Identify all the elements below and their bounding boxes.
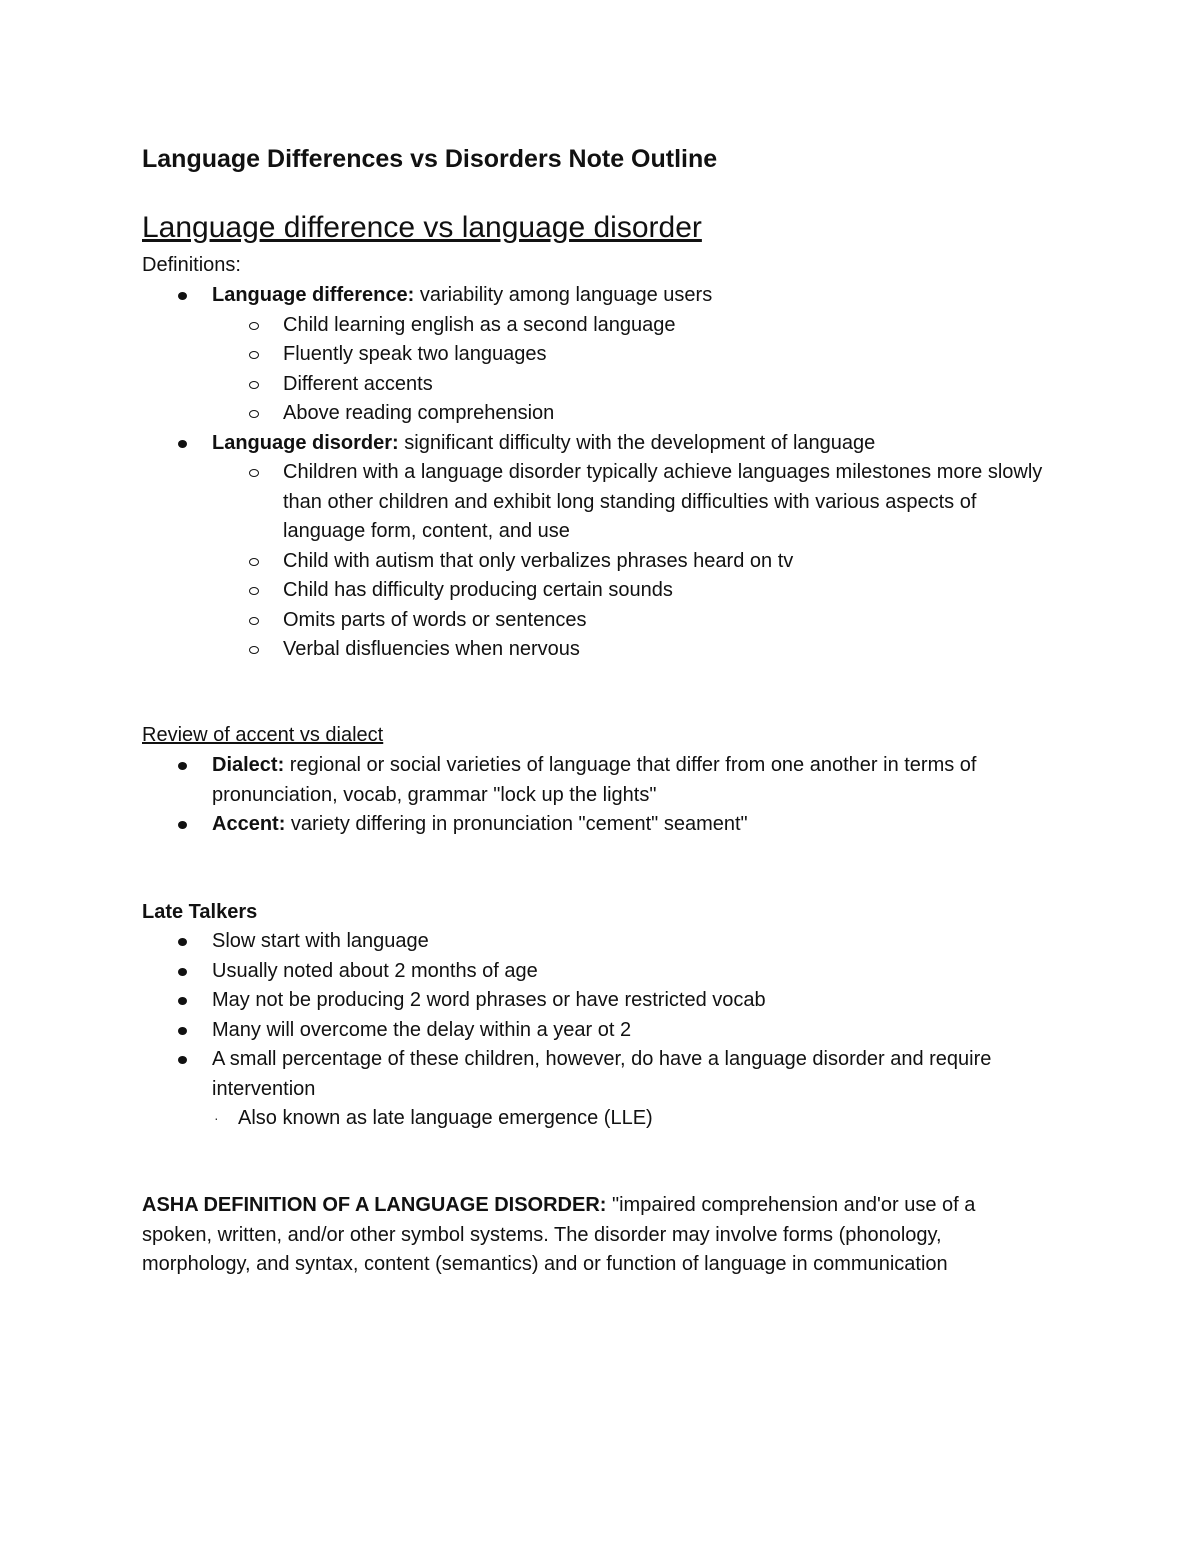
definitions-label: Definitions:	[142, 254, 241, 276]
example-text: Children with a language disorder typically achieve languages milestones more slowly than other children and exhibit long standing difficulties with various aspects of language form, content, and use	[283, 461, 1043, 542]
example-text: Child learning english as a second language	[283, 313, 676, 336]
asha-definition-label: ASHA DEFINITION OF A LANGUAGE DISORDER:	[142, 1194, 607, 1216]
bullet-circle-icon	[249, 558, 259, 566]
example-text: Above reading comprehension	[283, 402, 555, 424]
example-text: Verbal disfluencies when nervous	[283, 638, 580, 660]
bullet-circle-icon	[249, 469, 259, 477]
accent-dialect-list	[0, 751, 1200, 840]
list-item-text: Usually noted about 2 months of age	[212, 959, 538, 982]
bullet-dot-icon	[178, 1027, 187, 1035]
list-item-accent	[0, 810, 1072, 840]
term-accent: Accent:	[212, 813, 286, 835]
bullet-dot-icon	[178, 440, 187, 448]
bullet-circle-icon	[249, 381, 259, 389]
bullet-circle-icon	[249, 351, 259, 359]
bullet-circle-icon	[249, 322, 259, 330]
list-subitem	[0, 458, 1053, 547]
list-subitem	[0, 399, 1053, 429]
term-dialect: Dialect:	[212, 754, 285, 776]
list-item	[0, 927, 1072, 957]
list-item-dialect	[0, 751, 1072, 810]
list-item	[0, 986, 1072, 1016]
section-heading-late-talkers: Late Talkers	[142, 901, 258, 923]
asha-definition-text: "impaired comprehension and'or use of a spoken, written, and/or other symbol systems. The disorder may involve forms (phonology, morphology, and syntax, content (semantics) and or function of language in communication	[142, 1194, 976, 1275]
list-item	[0, 1045, 1072, 1104]
list-subitem	[0, 606, 1053, 636]
bullet-circle-icon	[249, 646, 259, 654]
example-text: Child has difficulty producing certain sounds	[283, 579, 673, 601]
definition-language-disorder: significant difficulty with the development of language	[398, 431, 876, 454]
definition-language-difference: variability among language users	[414, 284, 713, 306]
bullet-circle-icon	[249, 410, 259, 418]
list-subitem	[0, 635, 1053, 665]
example-text: Fluently speak two languages	[283, 343, 547, 365]
bullet-dot-icon	[178, 1056, 187, 1064]
bullet-dot-icon	[178, 997, 187, 1005]
list-item-language-difference	[0, 281, 1072, 311]
list-item	[0, 1016, 1072, 1046]
subnote-text: Also known as late language emergence (LLE)	[238, 1107, 653, 1129]
bullet-circle-icon	[249, 587, 259, 595]
list-subitem	[0, 576, 1053, 606]
list-item-text: Slow start with language	[212, 930, 429, 952]
bullet-dot-icon	[178, 938, 187, 946]
bullet-dot-icon	[178, 821, 187, 829]
document-title: Language Differences vs Disorders Note Outline	[142, 145, 718, 173]
asha-definition-paragraph	[142, 1191, 1042, 1280]
list-subitem	[0, 311, 1053, 341]
list-subitem	[0, 340, 1053, 370]
list-subitem	[0, 370, 1053, 400]
list-item-language-disorder	[0, 429, 1072, 459]
bullet-dot-icon	[178, 968, 187, 976]
term-language-disorder: Language disorder:	[212, 431, 399, 454]
bullet-dot-icon	[178, 292, 187, 300]
list-item-text: May not be producing 2 word phrases or have restricted vocab	[212, 989, 766, 1011]
section-heading-difference-vs-disorder: Language difference vs language disorder	[142, 211, 702, 244]
late-talkers-list	[0, 927, 1200, 1134]
example-text: Omits parts of words or sentences	[283, 608, 587, 631]
bullet-circle-icon	[249, 617, 259, 625]
definition-accent: variety differing in pronunciation "cement" seament"	[285, 813, 748, 835]
example-text: Child with autism that only verbalizes phrases heard on tv	[283, 549, 794, 572]
list-item-text: Many will overcome the delay within a year ot 2	[212, 1018, 632, 1041]
definition-dialect: regional or social varieties of language that differ from one another in terms of pronunciation, vocab, grammar "lock up the lights"	[212, 754, 977, 806]
bullet-dot-icon	[178, 762, 187, 770]
list-item-text: A small percentage of these children, however, do have a language disorder and require intervention	[212, 1048, 992, 1100]
list-item	[0, 957, 1072, 987]
example-text: Different accents	[283, 372, 433, 395]
section-heading-accent-vs-dialect: Review of accent vs dialect	[142, 724, 384, 746]
middle-dot-bullet-icon: ·	[214, 1110, 219, 1126]
list-subitem	[0, 547, 1053, 577]
definitions-list	[0, 281, 1200, 665]
list-subnote	[0, 1104, 1038, 1134]
term-language-difference: Language difference:	[212, 284, 415, 306]
